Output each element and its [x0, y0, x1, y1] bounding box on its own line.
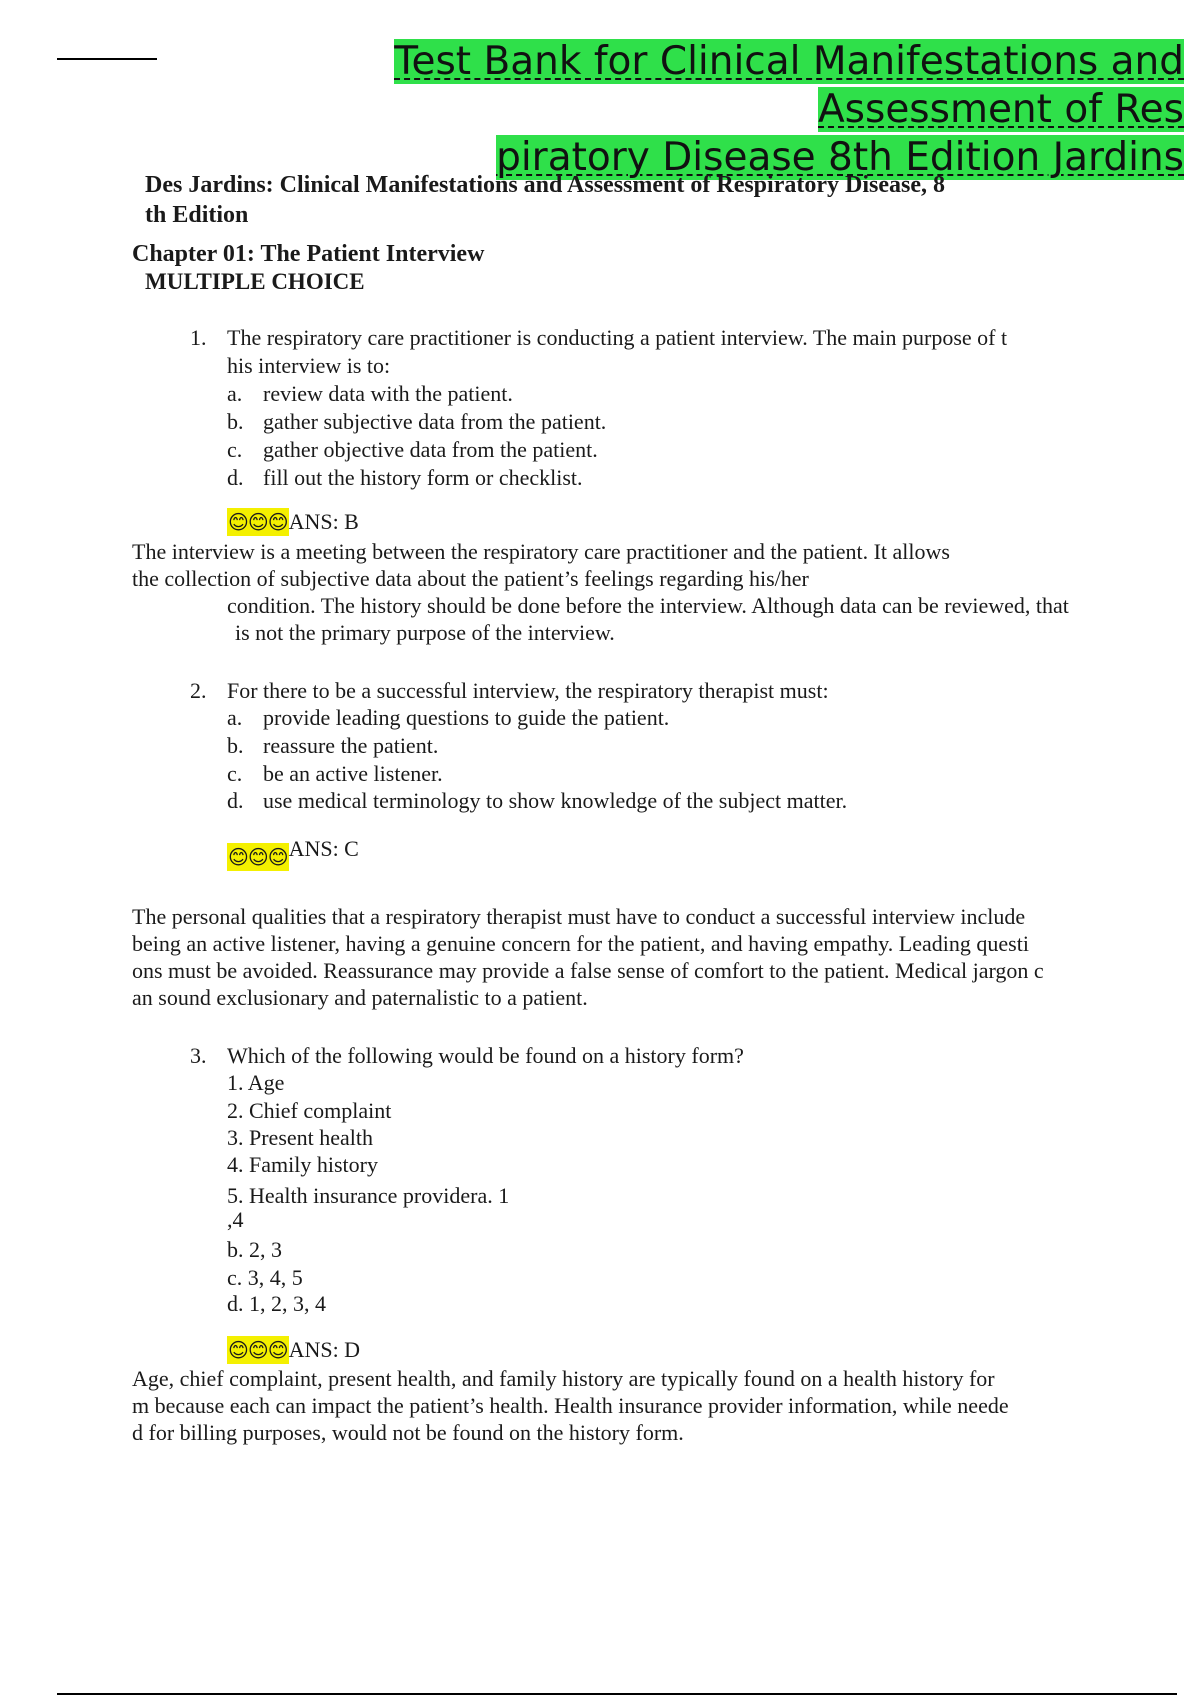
answer-key: ANS: D [288, 1337, 361, 1362]
question-1-option-d [227, 464, 583, 492]
option-text: fill out the history form or checklist. [263, 465, 583, 490]
question-3-choice-c: c. 3, 4, 5 [227, 1265, 303, 1290]
option-text: gather subjective data from the patient. [263, 409, 607, 434]
rationale-line: ons must be avoided. Reassurance may provide a false sense of comfort to the patient. Medical jargon c [132, 958, 1044, 983]
rationale-line: Age, chief complaint, present health, and family history are typically found on a health history for [132, 1366, 995, 1391]
option-text: review data with the patient. [263, 381, 513, 406]
option-letter: b. [227, 733, 244, 758]
option-letter: d. [227, 465, 244, 490]
question-3-choice-d: d. 1, 2, 3, 4 [227, 1291, 326, 1316]
rationale-line: d for billing purposes, would not be found on the history form. [132, 1420, 684, 1445]
rationale-line: condition. The history should be done before the interview. Although data can be reviewed, that [227, 593, 1069, 618]
smiley-icons: 😊😊😊 [228, 510, 288, 534]
history-item: 5. Health insurance providera. 1 [227, 1183, 510, 1208]
question-3-answer [227, 1336, 360, 1364]
history-item: 1. Age [227, 1070, 285, 1095]
history-item: 4. Family history [227, 1152, 378, 1177]
rationale-line: The personal qualities that a respiratory therapist must have to conduct a successful interview include [132, 904, 1026, 929]
question-1-number: 1. [190, 325, 207, 350]
option-letter: b. [227, 409, 244, 434]
rationale-line: being an active listener, having a genuine concern for the patient, and having empathy. Leading questi [132, 931, 1029, 956]
option-letter: c. [227, 437, 243, 462]
option-text: be an active listener. [263, 761, 443, 786]
book-title [145, 170, 1065, 230]
question-2-option-b [227, 732, 438, 760]
chapter-heading: Chapter 01: The Patient Interview [132, 241, 485, 267]
question-3-choice-b: b. 2, 3 [227, 1237, 282, 1262]
option-text: use medical terminology to show knowledge of the subject matter. [263, 788, 848, 813]
rationale-line: The interview is a meeting between the respiratory care practitioner and the patient. It allows [132, 539, 950, 564]
footer-rule [57, 1693, 1177, 1695]
question-2-option-a [227, 704, 669, 732]
banner-line-2: piratory Disease 8th Edition Jardins [496, 135, 1184, 180]
option-letter: c. [227, 761, 243, 786]
question-1-stem-line-2: his interview is to: [227, 353, 391, 378]
question-1-rationale [132, 538, 1172, 646]
question-1-stem [227, 324, 1127, 380]
question-2-option-c [227, 760, 443, 788]
option-letter: a. [227, 705, 243, 730]
option-text: gather objective data from the patient. [263, 437, 598, 462]
option-letter: d. [227, 788, 244, 813]
history-item: ,4 [227, 1207, 244, 1232]
question-3-stem: Which of the following would be found on a history form? [227, 1043, 744, 1068]
question-3-number: 3. [190, 1043, 207, 1068]
question-1-option-a [227, 380, 513, 408]
header-rule [57, 58, 157, 60]
question-3-rationale [132, 1365, 1192, 1446]
question-2-answer [227, 836, 359, 871]
rationale-line: is not the primary purpose of the interview. [235, 620, 615, 645]
book-title-line-1: Des Jardins: Clinical Manifestations and Assessment of Respiratory Disease, 8 [145, 172, 945, 198]
smiley-icons: 😊😊😊 [228, 1338, 288, 1362]
question-2-rationale [132, 903, 1192, 1011]
history-item: 2. Chief complaint [227, 1098, 392, 1123]
option-letter: a. [227, 381, 243, 406]
test-bank-banner [154, 38, 1184, 182]
answer-key: ANS: C [288, 836, 359, 861]
question-1-option-c [227, 436, 598, 464]
banner-line-1: Test Bank for Clinical Manifestations and Assessment of Res [394, 39, 1184, 132]
history-item: 3. Present health [227, 1125, 374, 1150]
section-heading: MULTIPLE CHOICE [145, 269, 365, 294]
question-2-number: 2. [190, 678, 207, 703]
question-2-option-d [227, 787, 847, 815]
question-1-answer [227, 508, 359, 536]
question-1-option-b [227, 408, 606, 436]
question-1-stem-line-1: The respiratory care practitioner is conducting a patient interview. The main purpose of t [227, 325, 1008, 350]
rationale-line: an sound exclusionary and paternalistic to a patient. [132, 985, 588, 1010]
book-title-line-2: th Edition [145, 202, 249, 228]
option-text: provide leading questions to guide the patient. [263, 705, 670, 730]
rationale-line: m because each can impact the patient’s health. Health insurance provider information, while neede [132, 1393, 1009, 1418]
question-2-stem: For there to be a successful interview, the respiratory therapist must: [227, 678, 829, 703]
rationale-line: the collection of subjective data about the patient’s feelings regarding his/her [132, 566, 809, 591]
option-text: reassure the patient. [263, 733, 439, 758]
smiley-icons: 😊😊😊 [228, 845, 288, 869]
answer-key: ANS: B [288, 509, 359, 534]
